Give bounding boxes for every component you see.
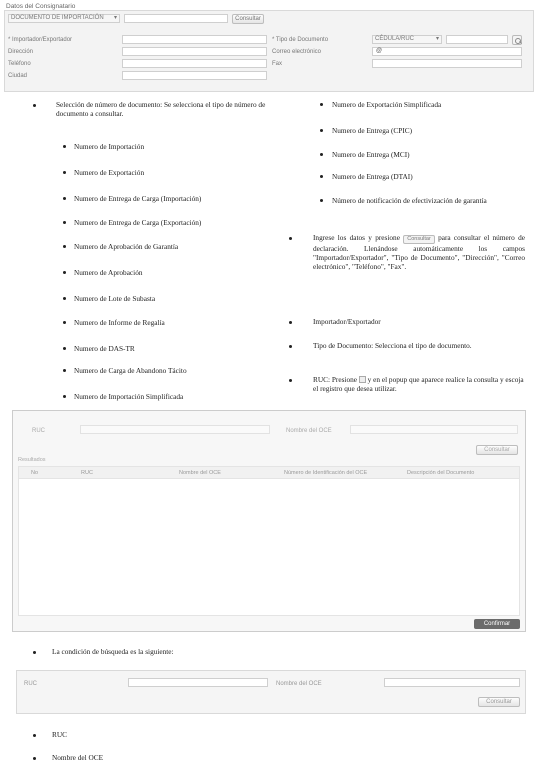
chevron-down-icon: ▾ <box>435 36 439 42</box>
email-value: @ <box>376 48 383 54</box>
bullet <box>33 104 36 107</box>
search-icon[interactable] <box>512 35 522 45</box>
list-item: Numero de Aprobación de Garantía <box>74 242 179 251</box>
bullet <box>63 297 66 300</box>
importer-input[interactable] <box>122 35 267 44</box>
bullet <box>289 379 292 382</box>
label-email: Correo electrónico <box>272 49 322 55</box>
list-item: Numero de Entrega (DTAI) <box>332 172 413 181</box>
list-item: Numero de Entrega (CPIC) <box>332 126 413 135</box>
col-oce-name: Nombre del OCE <box>179 470 221 476</box>
confirm-button[interactable]: Confirmar <box>474 619 520 629</box>
search-condition-panel <box>16 670 526 714</box>
label-address: Dirección <box>8 49 34 55</box>
chevron-down-icon: ▾ <box>113 15 117 21</box>
list-item: Numero de Carga de Abandono Tácito <box>74 366 187 375</box>
list-item: Numero de Lote de Subasta <box>74 294 156 303</box>
bullet <box>63 197 66 200</box>
list-item: Número de notificación de efectivización de garantía <box>332 196 487 205</box>
bullet <box>320 153 323 156</box>
paragraph-ruc-start: RUC: Presione <box>313 375 357 384</box>
label-doc-type: * Tipo de Documento <box>272 37 329 43</box>
paragraph-ingrese-start: Ingrese los datos y presione <box>313 233 400 242</box>
bullet <box>63 321 66 324</box>
bullet <box>63 171 66 174</box>
label-importer: * Importador/Exportador <box>8 37 73 43</box>
city-input[interactable] <box>122 71 267 80</box>
bullet <box>320 103 323 106</box>
list-item: Numero de Exportación Simplificada <box>332 100 442 109</box>
list-item: Numero de DAS-TR <box>74 344 135 353</box>
bullet <box>320 129 323 132</box>
paragraph-ingrese-end: para consultar el número de declaración. Llenándose automáticamente los campos "Importador/Exportador", "Tipo de Documento", "Dirección", "Correo electrónico", "Teléfono", "Fax". <box>313 233 525 271</box>
popup-ruc-input[interactable] <box>80 425 270 434</box>
paragraph-tipo: Tipo de Documento: Selecciona el tipo de documento. <box>313 341 472 350</box>
popup-ruc-label: RUC <box>32 428 45 434</box>
list-item: Numero de Importación Simplificada <box>74 392 184 401</box>
search-consult-button[interactable]: Consultar <box>478 697 520 707</box>
popup-name-input[interactable] <box>350 425 518 434</box>
label-city: Ciudad <box>8 73 28 79</box>
search-condition-intro: La condición de búsqueda es la siguiente: <box>52 647 174 656</box>
bullet <box>320 175 323 178</box>
doc-type-select-value: DOCUMENTO DE IMPORTACIÓN <box>11 15 104 21</box>
label-fax: Fax <box>272 61 283 67</box>
bullet <box>63 271 66 274</box>
bullet <box>289 345 292 348</box>
bullet <box>33 734 36 737</box>
search-icon <box>359 376 366 383</box>
ruc-input[interactable] <box>446 35 508 44</box>
search-ruc-label: RUC <box>24 681 37 687</box>
list-item: Numero de Entrega de Carga (Exportación) <box>74 218 202 227</box>
col-ruc: RUC <box>81 470 93 476</box>
consult-button[interactable]: Consultar <box>232 14 264 24</box>
bullet <box>289 321 292 324</box>
paragraph-ruc <box>313 375 525 393</box>
inline-consult-button: Consultar <box>403 235 435 244</box>
col-doc-description: Descripción del Documento <box>407 470 475 476</box>
phone-input[interactable] <box>122 59 267 68</box>
address-input[interactable] <box>122 47 267 56</box>
bullet <box>33 757 36 760</box>
list-item: Numero de Importación <box>74 142 145 151</box>
id-type-select[interactable] <box>372 35 442 44</box>
popup-name-label: Nombre del OCE <box>286 428 332 434</box>
results-table <box>18 466 520 616</box>
bullet <box>63 347 66 350</box>
fax-input[interactable] <box>372 59 522 68</box>
bullet <box>320 199 323 202</box>
list-item: Numero de Aprobación <box>74 268 143 277</box>
list-item: Numero de Informe de Regalía <box>74 318 165 327</box>
popup-consult-button[interactable]: Consultar <box>476 445 518 455</box>
bullet <box>63 245 66 248</box>
results-label: Resultados <box>18 457 46 463</box>
bullet <box>63 369 66 372</box>
col-no: No <box>31 470 39 476</box>
form-title: Datos del Consignatario <box>6 3 76 10</box>
doc-type-select[interactable] <box>8 14 120 23</box>
search-name-input[interactable] <box>384 678 520 687</box>
selection-intro: Selección de número de documento: Se selecciona el tipo de número de documento a consultar. <box>56 100 266 118</box>
list-item: Numero de Entrega (MCI) <box>332 150 410 159</box>
bottom-item-ruc: RUC <box>52 730 68 739</box>
doc-number-input[interactable] <box>124 14 228 23</box>
search-name-label: Nombre del OCE <box>276 681 322 687</box>
label-phone: Teléfono <box>8 61 31 67</box>
paragraph-ruc-end: y en el popup que aparece realice la consulta y escoja el registro que desea utilizar. <box>313 375 524 393</box>
search-ruc-input[interactable] <box>128 678 268 687</box>
bullet <box>63 221 66 224</box>
col-oce-id: Número de Identificación del OCE <box>284 470 368 476</box>
list-item: Numero de Exportación <box>74 168 145 177</box>
bullet <box>63 395 66 398</box>
paragraph-importador: Importador/Exportador <box>313 317 381 326</box>
bottom-item-name: Nombre del OCE <box>52 753 104 762</box>
bullet <box>289 237 292 240</box>
bullet <box>63 145 66 148</box>
email-input[interactable] <box>372 47 522 56</box>
id-type-select-value: CÉDULA/RUC <box>375 36 415 42</box>
bullet <box>33 651 36 654</box>
paragraph-ingrese <box>313 233 525 271</box>
list-item: Numero de Entrega de Carga (Importación) <box>74 194 202 203</box>
